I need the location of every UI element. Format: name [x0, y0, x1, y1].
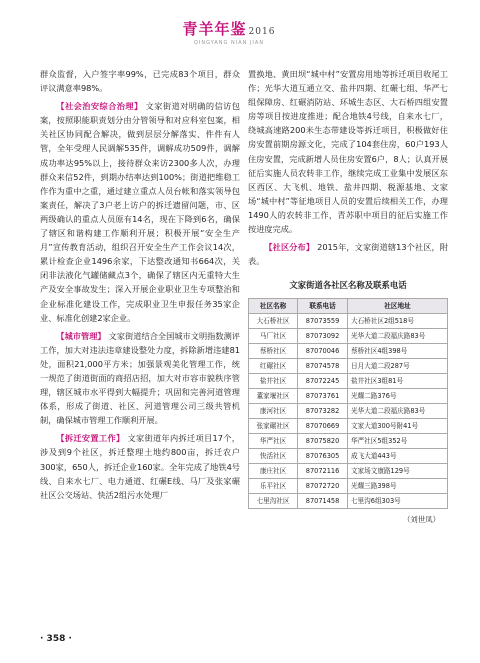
section-community-distribution	[248, 240, 448, 268]
brand-year: 2016	[248, 27, 276, 37]
yearbook-brand	[174, 18, 284, 46]
cell-community-name: 华严社区	[249, 434, 298, 449]
cell-phone: 87070046	[298, 344, 348, 359]
table-title: 文家街道各社区名称及联系电话	[289, 280, 407, 291]
cell-phone: 87073559	[298, 314, 348, 329]
section-title: 【拆迁安置工作】	[56, 433, 125, 444]
cell-phone: 87074578	[298, 359, 348, 374]
cell-phone: 87072720	[298, 479, 348, 494]
cell-phone: 87073282	[298, 404, 348, 419]
table-row	[249, 344, 448, 359]
cell-address: 盐井社区3组81号	[347, 374, 447, 389]
cell-address: 光华大道二段福庆路83号	[347, 404, 447, 419]
intro-paragraph: 群众监督，入户签字率99%，已完成83个项目，群众评议满意率98%。	[40, 69, 240, 94]
table-row	[249, 404, 448, 419]
cell-community-name: 红碾社区	[249, 359, 298, 374]
brand-title	[174, 18, 284, 39]
cell-address: 大石桥社区2组518号	[347, 314, 447, 329]
table-header-row	[249, 299, 448, 314]
table-row	[249, 374, 448, 389]
cell-community-name: 快活社区	[249, 449, 298, 464]
section-text: 文家街道年内拆迁项目17个，涉及到9个社区，拆迁整理土地约800亩，拆迁农户300家，650人，拆迁企业160家。全年完成了地铁4号线、自来水七厂、电力通道、红碾E线、马厂及张家碾社区公交场站、快活2组污水处理厂	[40, 433, 240, 500]
table-row	[249, 419, 448, 434]
cell-community-name: 董家堰社区	[249, 389, 298, 404]
table-row	[249, 464, 448, 479]
cell-address: 华严社区5组352号	[347, 434, 447, 449]
cell-phone: 87073761	[298, 389, 348, 404]
brand-pinyin: QINGYANG NIAN JIAN	[193, 40, 265, 46]
cell-phone: 87075820	[298, 434, 348, 449]
header-address: 社区地址	[347, 299, 447, 314]
right-column	[248, 67, 448, 528]
section-city-management	[40, 329, 240, 428]
cell-address: 光耀二路376号	[347, 389, 447, 404]
cell-address: 日月大道二段287号	[347, 359, 447, 374]
page-number: · 358 ·	[40, 634, 72, 644]
table-row	[249, 389, 448, 404]
cell-community-name: 蔡桥社区	[249, 344, 298, 359]
cell-community-name: 康庄社区	[249, 464, 298, 479]
cell-community-name: 康河社区	[249, 404, 298, 419]
table-row	[249, 494, 448, 509]
table-body	[249, 314, 448, 509]
section-title: 【社区分布】	[264, 242, 315, 253]
cell-community-name: 七里沟社区	[249, 494, 298, 509]
section-title: 【城市管理】	[56, 330, 106, 341]
table-row	[249, 449, 448, 464]
cell-phone: 87072245	[298, 374, 348, 389]
section-text: 文家街道结合全国城市文明指数测评工作，加大对违法违章建设整处力度，拆除新增违建81处，面积21,000平方米；加强景观美化管理工作，统一规范了街道街面的商招店招，加大对市容市貌秩序管理，辖区城市水平得到大幅提升；巩固和完善河道管理体系，形成了街道、社区、河道管理公司三级共管机制，确保城市管理工作顺利开展。	[40, 330, 240, 426]
cell-address: 成飞大道443号	[347, 449, 447, 464]
header-name: 社区名称	[249, 299, 298, 314]
table-row	[249, 359, 448, 374]
cell-community-name: 盐井社区	[249, 374, 298, 389]
section-text: 文家街道对明确的信访包案，按照职能职责划分由分管领导和对应科室包案，相关社区协同配合解决，做到层层分解落实、件件有人管，全年受理人民调解535件，调解成功509件，调解成功率达95%以上，接待群众来访2300多人次，办理群众来信52件，到期办结率达到100%；街道把维稳工作作为重中之重，通过建立重点人员台帐和落实领导包案责任，解决了3户老上访户的拆迁遗留问题，市、区两级确认的重点人员原有14名，现在下降到6名，确保了辖区和谐构建工作顺利开展；积极开展“安全生产月”宣传教育活动，组织召开安全生产工作会议14次，累计检查企业1496余家，下达整改通知书664次，关闭非法液化气罐储藏点3个，确保了辖区内无重特大生产及安全事故发生；深入开展企业职业卫生专项整治和企业标准化建设工作，完成职业卫生申报任务35家企业、标准化创建2家企业。	[40, 101, 240, 323]
author-credit: （刘世凤）	[403, 515, 440, 525]
header-phone: 联系电话	[298, 299, 348, 314]
cell-phone: 87076305	[298, 449, 348, 464]
table-row	[249, 479, 448, 494]
community-table-block	[248, 278, 448, 527]
cell-address: 光华大道二段福庆路83号	[347, 329, 447, 344]
community-table	[248, 298, 448, 509]
section-public-security	[40, 99, 240, 325]
cell-phone: 87070669	[298, 419, 348, 434]
cell-address: 七里沟6组303号	[347, 494, 447, 509]
continuation-paragraph: 置换地、黄田坝“城中村”安置房用地等拆迁项目收尾工作；光华大道互通立交、盐井四期、红碾七组、华严七组保障房、红碾消防站、环城生态区、大石桥四组安置房等项目按进度推进；配合地铁4号线，自来水七厂，绕城高速路200米生态带建设等拆迁项目，积极做好住房安置前期房源文化，完成了104套住房，60户193人住房安置，完成新增人员住房安置6户，8人；认真开展征后实施人员农转非工作，继续完成工业集中发展区东区西区、大飞机、地铁、盐井四期、税源基地、文家场“城中村”等征地项目人员的安置后续相关工作，办理1490人的农转非工作，青苏职中项目的征后实施工作按进度完成。	[248, 69, 448, 235]
cell-phone: 87071458	[298, 494, 348, 509]
cell-address: 文家场文康路129号	[347, 464, 447, 479]
table-row	[249, 329, 448, 344]
page-header	[0, 0, 480, 60]
left-column	[40, 67, 240, 502]
cell-community-name: 乐平社区	[249, 479, 298, 494]
cell-address: 文家大道300号附41号	[347, 419, 447, 434]
cell-address: 光耀三路398号	[347, 479, 447, 494]
section-relocation	[40, 431, 240, 501]
cell-community-name: 马厂社区	[249, 329, 298, 344]
brand-title-text: 青羊年鉴	[182, 20, 247, 38]
section-title: 【社会治安综合治理】	[56, 101, 143, 112]
cell-phone: 87073092	[298, 329, 348, 344]
table-row	[249, 434, 448, 449]
cell-community-name: 张家碾社区	[249, 419, 298, 434]
table-row	[249, 314, 448, 329]
section-text: 2015年，文家街道辖13个社区，附表。	[248, 242, 448, 267]
cell-phone: 87072116	[298, 464, 348, 479]
cell-community-name: 大石桥社区	[249, 314, 298, 329]
cell-address: 蔡桥社区4组398号	[347, 344, 447, 359]
